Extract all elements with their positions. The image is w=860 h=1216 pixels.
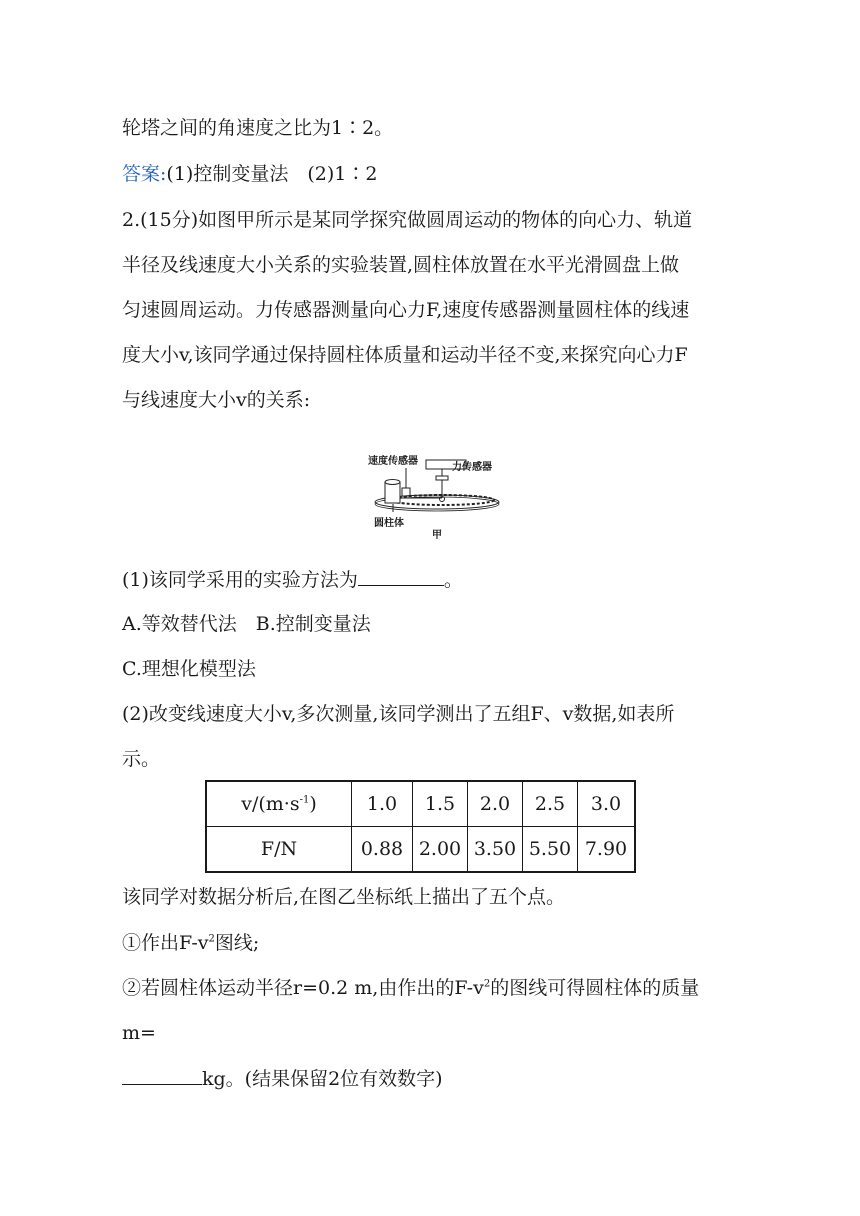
data-table [205,780,636,873]
after-table-text: 该同学对数据分析后,在图乙坐标纸上描出了五个点。 [122,886,566,908]
table-cell: 0.88 [352,827,413,873]
table-cell: 5.50 [523,827,578,873]
table-row [206,781,635,827]
table-cell: 2.00 [413,827,468,873]
mass-answer-text: kg。(结果保留2位有效数字) [202,1068,443,1090]
table-header-f: F/N [206,827,352,873]
table-header-v: $v/(m\cdot s^{-1})$ [206,781,352,827]
text-line: 轮塔之间的角速度之比为1∶2。 [122,117,394,139]
answer-blank[interactable] [358,567,444,586]
table-cell: 2.5 [523,781,578,827]
sub-question-1 [122,567,463,592]
cylinder-label: 圆柱体 [374,518,404,529]
table-row [206,827,635,873]
answer-text: (1)控制变量法 (2)1∶2 [166,163,378,185]
mass-equation: m= [122,1022,156,1044]
table-cell: 1.0 [352,781,413,827]
question-2-line-5: 与线速度大小v的关系: [122,389,311,411]
table-cell: 2.0 [468,781,523,827]
question-2-line-1: 2.(15分)如图甲所示是某同学探究做圆周运动的物体的向心力、轨道 [122,209,693,231]
figure-caption: 甲 [432,530,442,541]
answer-label: 答案: [122,163,167,185]
answer-line [122,162,377,186]
mass-answer-blank[interactable] [122,1066,202,1085]
speed-sensor-label: 速度传感器 [368,456,418,467]
sub-question-1-end: 。 [443,569,463,591]
apparatus-figure [362,458,502,546]
question-2-line-3: 匀速圆周运动。力传感器测量向心力F,速度传感器测量圆柱体的线速 [122,299,690,321]
table-cell: 1.5 [413,781,468,827]
force-sensor-label: 力传感器 [452,462,492,473]
instruction-1: ①作出$F-v^2$图线; [122,932,260,954]
table-cell: 3.0 [578,781,636,827]
instruction-2: ②若圆柱体运动半径r=0.2 m,由作出的$F-v^2$的图线可得圆柱体的质量 [122,977,700,999]
question-2-line-2: 半径及线速度大小关系的实验装置,圆柱体放置在水平光滑圆盘上做 [122,254,680,276]
mass-answer-line [122,1066,443,1091]
question-2-line-4: 度大小v,该同学通过保持圆柱体质量和运动半径不变,来探究向心力F [122,344,688,366]
table-cell: 7.90 [578,827,636,873]
table-cell: 3.50 [468,827,523,873]
sub-question-2-line-2: 示。 [122,748,161,770]
option-c: C.理想化模型法 [122,658,256,680]
sub-question-1-text: (1)该同学采用的实验方法为 [122,569,358,591]
sub-question-2-line-1: (2)改变线速度大小v,多次测量,该同学测出了五组F、v数据,如表所 [122,703,675,725]
options-a-b: A.等效替代法 B.控制变量法 [122,613,371,635]
